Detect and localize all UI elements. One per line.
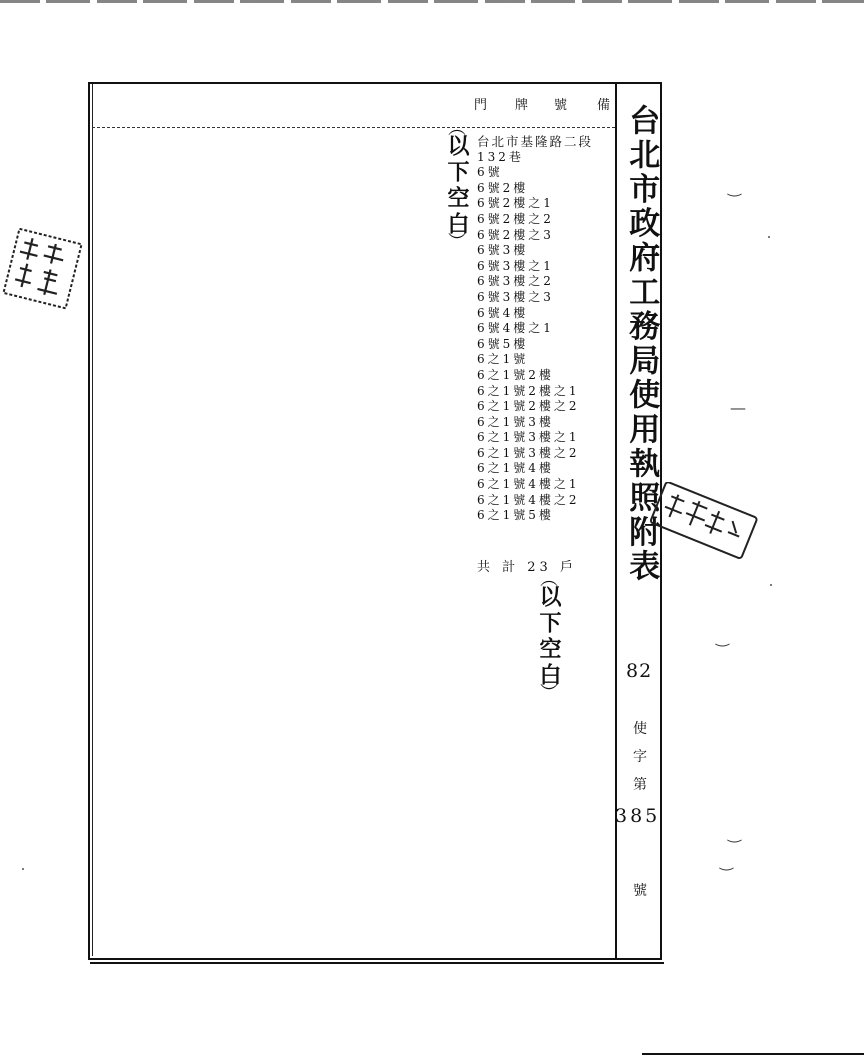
address-line: 6之1號2樓之1: [477, 383, 580, 398]
margin-mark: ‿: [716, 628, 729, 647]
address-line: 6號3樓之1: [477, 258, 554, 273]
address-line: 6號5樓: [477, 336, 529, 351]
scan-bottom-rule: [642, 1053, 864, 1055]
address-line: 6之1號: [477, 352, 529, 367]
permit-suffix: 號: [633, 883, 647, 899]
address-line: 6號4樓: [477, 305, 529, 320]
address-line: 6號2樓之2: [477, 211, 554, 226]
header-label-remark: 備: [597, 98, 611, 113]
scan-artifact-top: [0, 0, 864, 3]
address-line: 6號3樓: [477, 243, 529, 258]
address-line: 6之1號2樓之2: [477, 399, 580, 414]
address-line: 6號4樓之1: [477, 321, 554, 336]
blank-stamp-text: 以下空白: [444, 134, 470, 238]
margin-mark: ‿: [728, 824, 741, 843]
paren-open: ︵: [448, 118, 466, 139]
address-line: 6號: [477, 165, 503, 180]
address-line: 6之1號3樓: [477, 414, 554, 429]
seal-stamp-left: [2, 228, 86, 314]
address-line: 6之1號3樓之2: [477, 445, 580, 460]
address-line: 台北市基隆路二段: [477, 134, 594, 149]
blank-stamp-text: 以下空白: [536, 585, 562, 689]
document-title-text: 台北市政府工務局使用執照附表: [623, 104, 660, 585]
header-rule: [92, 127, 615, 128]
address-line: 6之1號4樓: [477, 461, 554, 476]
address-line: 132巷: [477, 149, 524, 164]
scan-dot: [768, 236, 770, 238]
address-list: [477, 134, 593, 524]
total-units: 共 計 23 戶: [477, 560, 577, 575]
scan-dot: [22, 868, 24, 870]
address-line: 6號3樓之2: [477, 274, 554, 289]
address-line: 6號2樓之1: [477, 196, 554, 211]
address-line: 6號3樓之3: [477, 289, 554, 304]
margin-mark: —: [730, 398, 746, 417]
permit-year: 82: [626, 660, 653, 682]
permit-char-zi: 字: [633, 749, 647, 765]
address-line: 6之1號2樓: [477, 367, 554, 382]
title-column-divider: [615, 84, 617, 960]
address-line: 6之1號4樓之1: [477, 477, 580, 492]
blank-stamp-lower: [536, 569, 562, 704]
permit-number: 385: [615, 805, 661, 827]
seal-stamp-right: [648, 482, 758, 562]
address-line: 6號2樓之3: [477, 227, 554, 242]
paren-open: ︵: [540, 569, 558, 590]
paren-close: ︶: [448, 232, 466, 253]
margin-mark: ‿: [720, 852, 733, 871]
scan-dot: [770, 584, 772, 586]
header-label-plate: 牌: [515, 98, 529, 113]
frame-bottom-line: [90, 962, 664, 964]
permit-char-shi: 使: [633, 721, 647, 737]
address-line: 6之1號3樓之1: [477, 430, 580, 445]
header-label-number: 號: [554, 98, 568, 113]
permit-char-di: 第: [633, 777, 647, 793]
paren-close: ︶: [540, 683, 558, 704]
address-line: 6之1號4樓之2: [477, 492, 580, 507]
address-line: 6號2樓: [477, 180, 529, 195]
margin-mark: ‿: [728, 178, 741, 197]
blank-stamp-left: [444, 118, 470, 253]
frame-inner-line: [92, 84, 93, 956]
address-line: 6之1號5樓: [477, 508, 554, 523]
header-label-door: 門: [474, 98, 488, 113]
